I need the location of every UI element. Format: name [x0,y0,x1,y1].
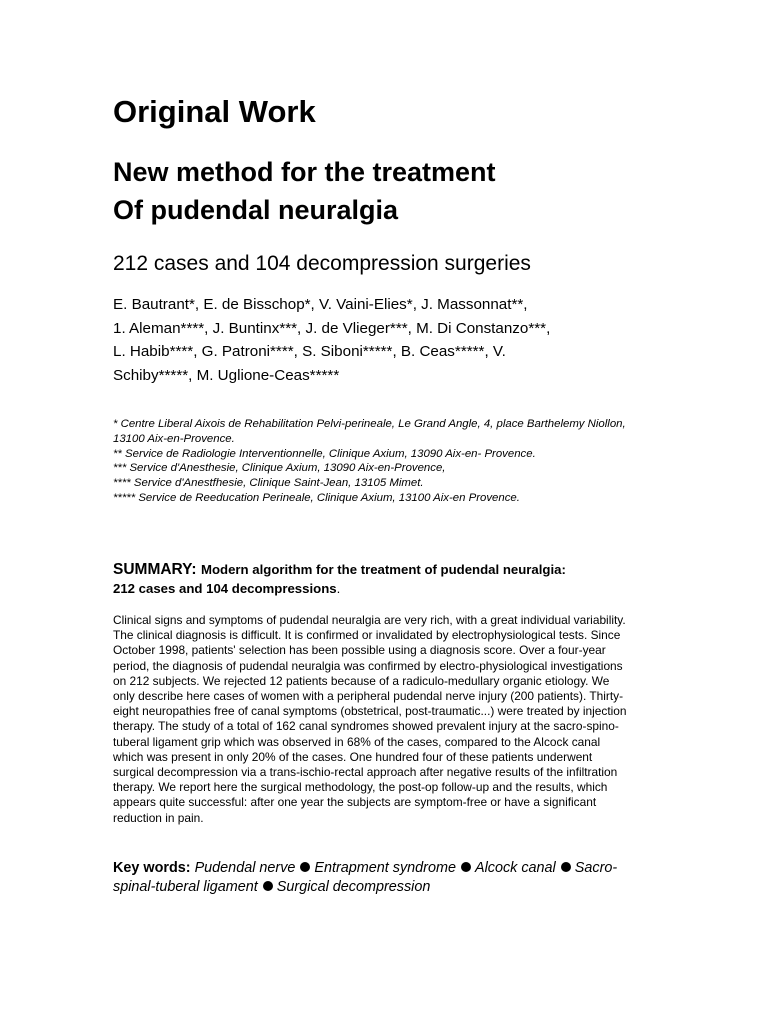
author-line: L. Habib****, G. Patroni****, S. Siboni*****, B. Ceas*****, V. [113,343,506,360]
keyword-term: spinal-tuberal ligament [113,878,258,895]
affiliation-list [113,417,643,506]
bullet-icon [263,881,273,891]
abstract-body [113,613,653,826]
abstract-line: Clinical signs and symptoms of pudendal neuralgia are very rich, with a great individual variability. [113,613,626,627]
abstract-line: eight neuropathies free of canal symptoms (obstetrical, post-traumatic...) were treated by injection [113,704,627,719]
abstract-line: on 212 subjects. We rejected 12 patients because of a radiculo-medullary organic etiology. We [113,673,610,688]
abstract-line: reduction in pain. [113,810,204,825]
bullet-icon [461,862,471,872]
abstract-line: which was present in only 20% of the cases. One hundred four of these patients underwent [113,749,593,764]
author-line: E. Bautrant*, E. de Bisschop*, V. Vaini-Elies*, J. Massonnat**, [113,296,528,313]
abstract-line: only describe here cases of women with a peripheral pudendal nerve injury (200 patients). Thirty- [113,689,624,704]
abstract-line: October 1998, patients' selection has been possible using a diagnosis score. Over a four-year [113,643,606,658]
abstract-line: appears quite successful: after one year the subjects are symptom-free or have a significant [113,795,597,810]
abstract-line: period, the diagnosis of pudendal neuralgia was confirmed by electro-physiological investigations [113,658,623,673]
bullet-icon [300,862,310,872]
summary-period: . [336,581,341,596]
abstract-line: therapy. We report here the surgical methodology, the post-op follow-up and the results, which [113,780,608,795]
author-line: Schiby*****, M. Uglione-Ceas***** [113,366,340,384]
keyword-term: Entrapment syndrome [314,860,456,876]
summary-text: 212 cases and 104 decompressions [113,581,337,596]
author-list [113,293,643,387]
article-title-line: Of pudendal neuralgia [113,195,399,225]
affiliation-item: * Centre Liberal Aixois de Rehabilitation Pelvi-perineale, Le Grand Angle, 4, place Barthelemy Niollon, 13100 Aix-en-Provence. [113,418,626,445]
abstract-line: surgical decompression via a trans-ischio-rectal approach after negative results of the infiltration [113,765,618,780]
summary-label: SUMMARY: [113,561,197,578]
keyword-term: Alcock canal [474,860,556,876]
affiliation-item: *** Service d'Anesthesie, Clinique Axium, 13090 Aix-en-Provence, [113,462,446,475]
keyword-term: Sacro- [574,860,618,876]
abstract-line: The clinical diagnosis is difficult. It is confirmed or invalidated by electrophysiological tests. Since [113,628,621,643]
keyword-term: Pudendal nerve [194,860,296,876]
article-title-line: New method for the treatment [113,157,496,187]
abstract-line: therapy. The study of a total of 162 canal syndromes showed prevalent injury at the sacro-spino- [113,719,619,734]
summary-heading [113,560,643,598]
keywords-label: Key words: [113,860,191,876]
summary-text: Modern algorithm for the treatment of pudendal neuralgia: [200,562,566,577]
article-subtitle: 212 cases and 104 decompression surgeries [113,252,531,275]
bullet-icon [561,862,571,872]
keyword-term: Surgical decompression [276,878,431,895]
keywords-block [113,859,653,896]
affiliation-item: ***** Service de Reeducation Perineale, Clinique Axium, 13100 Aix-en Provence. [113,491,520,504]
author-line: 1. Aleman****, J. Buntinx***, J. de Vlieger***, M. Di Constanzo***, [113,319,551,337]
affiliation-item: ** Service de Radiologie Interventionnelle, Clinique Axium, 13090 Aix-en- Provence. [113,447,536,460]
article-title [113,153,496,229]
abstract-line: tuberal ligament grip which was observed in 68% of the cases, compared to the Alcock canal [113,734,601,749]
section-label: Original Work [113,94,316,129]
affiliation-item: **** Service d'Anestfhesie, Clinique Saint-Jean, 13105 Mimet. [113,477,424,490]
